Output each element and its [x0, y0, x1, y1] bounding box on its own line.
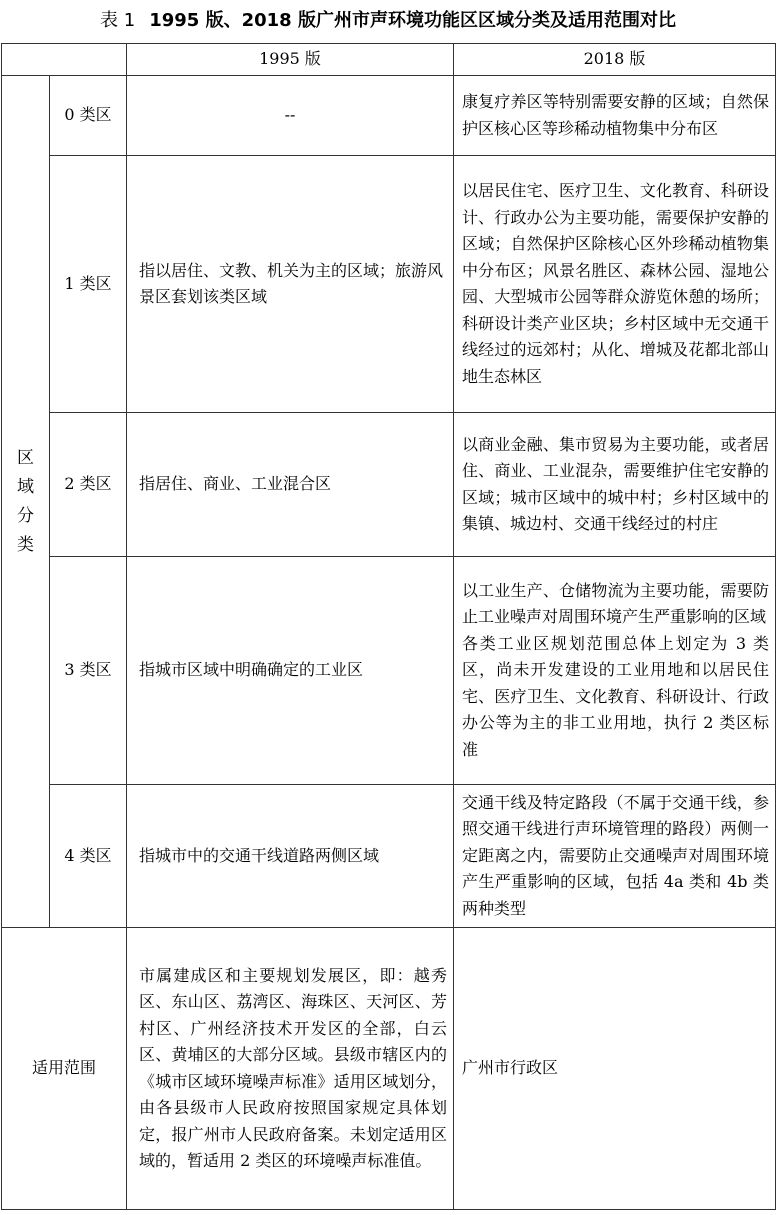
zone-2018-paragraph: 以居民住宅、医疗卫生、文化教育、科研设计、行政办公为主要功能，需要保护安静的区域；自然保护区除核心区外珍稀动植物集中分布区；风景名胜区、森林公园、湿地公园、大型城市公园等群众游览休憩的场所；科研设计类产业区块；乡村区域中无交通干线经过的远郊村；从化、增城及花都北部山地生态林区 [462, 181, 769, 386]
header-corner-cell [2, 44, 127, 76]
header-1995: 1995 版 [127, 44, 454, 76]
comparison-table [1, 43, 776, 1210]
table-row-zone-1 [2, 156, 776, 413]
zone-label: 3 类区 [50, 557, 127, 785]
zone-2018-desc [454, 413, 776, 557]
zone-2018-paragraph: 以商业金融、集市贸易为主要功能，或者居住、商业、工业混杂，需要维护住宅安静的区域；城市区域中的城中村；乡村区域中的集镇、城边村、交通干线经过的村庄 [462, 434, 769, 533]
table-row-zone-4 [2, 785, 776, 928]
table-caption [0, 6, 776, 36]
scope-label: 适用范围 [2, 928, 127, 1210]
table-row-zone-0 [2, 76, 776, 156]
table-row-zone-2 [2, 413, 776, 557]
zone-1995-desc: 指以居住、文教、机关为主的区域；旅游风景区套划该类区域 [127, 156, 454, 413]
zone-1995-desc: 指城市区域中明确确定的工业区 [127, 557, 454, 785]
zone-2018-desc [454, 557, 776, 785]
zone-2018-paragraph: 交通干线及特定路段（不属于交通干线，参照交通干线进行声环境管理的路段）两侧一定距离之内，需要防止交通噪声对周围环境产生严重影响的区域，包括 4a 类和 4b 类两种类型 [462, 792, 769, 918]
zone-2018-paragraph: 康复疗养区等特别需要安静的区域；自然保护区核心区等珍稀动植物集中分布区 [462, 92, 769, 138]
scope-2018-desc: 广州市行政区 [454, 928, 776, 1210]
zone-2018-paragraph: 以工业生产、仓储物流为主要功能，需要防止工业噪声对周围环境产生严重影响的区域 [462, 580, 769, 627]
table-row-scope [2, 928, 776, 1210]
zone-1995-desc: 指城市中的交通干线道路两侧区域 [127, 785, 454, 928]
zone-2018-desc [454, 76, 776, 156]
header-2018: 2018 版 [454, 44, 776, 76]
zone-label: 2 类区 [50, 413, 127, 557]
scope-1995-desc: 市属建成区和主要规划发展区，即：越秀区、东山区、荔湾区、海珠区、天河区、芳村区、广州经济技术开发区的全部，白云区、黄埔区的大部分区域。县级市辖区内的《城市区域环境噪声标准》适用区域划分，由各县级市人民政府按照国家规定具体划定，报广州市人民政府备案。未划定适用区域的，暂适用 2 类区的环境噪声标准值。 [127, 928, 454, 1210]
zone-1995-desc: -- [127, 76, 454, 156]
zone-1995-desc: 指居住、商业、工业混合区 [127, 413, 454, 557]
header-row [2, 44, 776, 76]
table-title: 1995 版、2018 版广州市声环境功能区区域分类及适用范围对比 [149, 10, 676, 31]
table-number: 表 1 [100, 10, 136, 31]
table-row-zone-3 [2, 557, 776, 785]
zone-2018-paragraph: 各类工业区规划范围总体上划定为 3 类区，尚未开发建设的工业用地和以居民住宅、医疗卫生、文化教育、科研设计、行政办公等为主的非工业用地，执行 2 类区标准 [462, 633, 769, 759]
group-label-cell [2, 76, 50, 928]
group-label: 区域分类 [17, 447, 34, 555]
zone-label: 1 类区 [50, 156, 127, 413]
zone-label: 0 类区 [50, 76, 127, 156]
zone-2018-desc [454, 785, 776, 928]
zone-label: 4 类区 [50, 785, 127, 928]
zone-2018-desc [454, 156, 776, 413]
